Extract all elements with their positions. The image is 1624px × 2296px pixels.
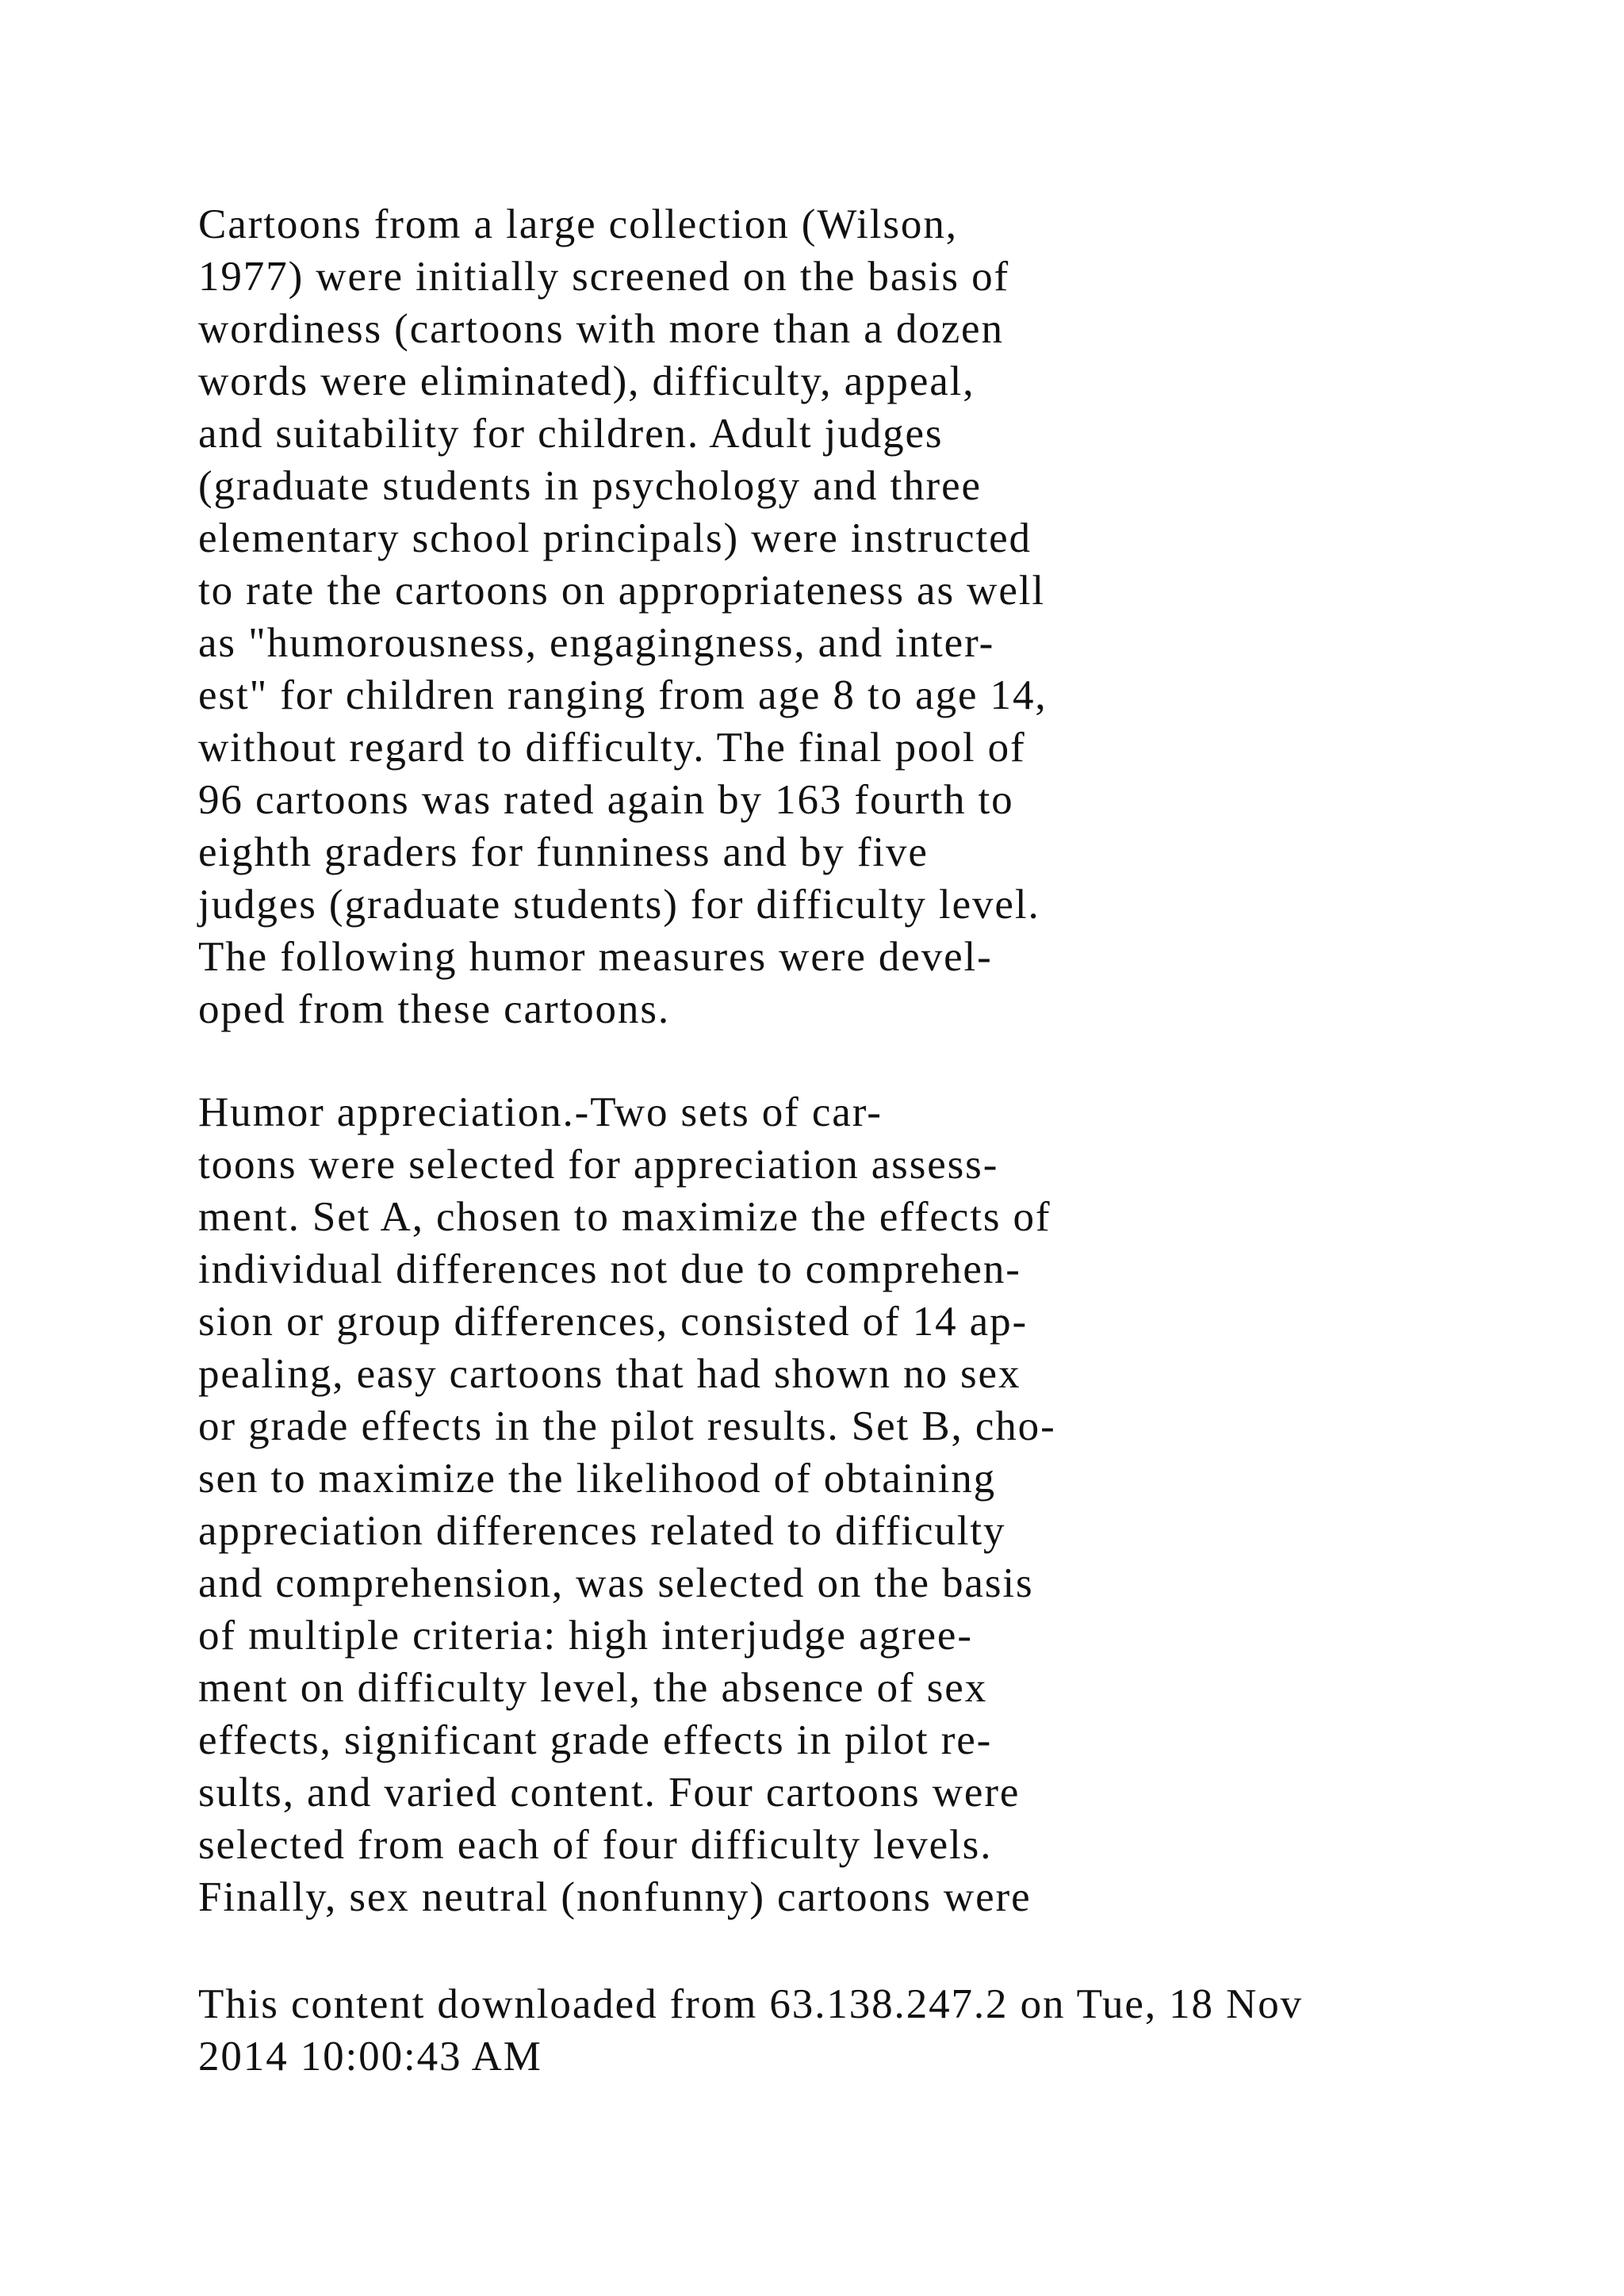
text-line: wordiness (cartoons with more than a dozen (198, 306, 1004, 352)
download-footer (198, 1978, 1303, 2083)
text-line: pealing, easy cartoons that had shown no sex (198, 1351, 1021, 1397)
text-line: judges (graduate students) for difficulty level. (198, 882, 1040, 928)
text-line: est" for children ranging from age 8 to age 14, (198, 672, 1048, 718)
text-line: effects, significant grade effects in pilot re- (198, 1717, 993, 1763)
text-line: 96 cartoons was rated again by 163 fourth to (198, 777, 1014, 823)
text-line: and suitability for children. Adult judges (198, 411, 944, 457)
text-line: eighth graders for funniness and by five (198, 829, 929, 875)
text-line: sen to maximize the likelihood of obtaining (198, 1456, 997, 1502)
paragraph-humor-appreciation (198, 1086, 1056, 1923)
paragraph-cartoon-selection (198, 198, 1048, 1035)
text-line: 1977) were initially screened on the basis of (198, 254, 1010, 300)
text-line: selected from each of four difficulty levels. (198, 1822, 993, 1868)
text-line: words were eliminated), difficulty, appeal, (198, 358, 975, 404)
footer-line: This content downloaded from 63.138.247.2 on Tue, 18 Nov (198, 1981, 1304, 2027)
text-line: ment on difficulty level, the absence of sex (198, 1665, 988, 1711)
text-line: oped from these cartoons. (198, 986, 670, 1032)
text-line: or grade effects in the pilot results. Set B, cho- (198, 1403, 1056, 1449)
text-line: elementary school principals) were instructed (198, 515, 1032, 561)
text-line: sults, and varied content. Four cartoons were (198, 1770, 1021, 1816)
text-line: Finally, sex neutral (nonfunny) cartoons were (198, 1874, 1032, 1920)
text-line: Cartoons from a large collection (Wilson, (198, 201, 958, 247)
text-line: Humor appreciation.-Two sets of car- (198, 1089, 883, 1135)
text-line: toons were selected for appreciation assess- (198, 1142, 999, 1188)
text-line: appreciation differences related to difficulty (198, 1508, 1006, 1554)
text-line: without regard to difficulty. The final pool of (198, 725, 1026, 771)
text-line: The following humor measures were devel- (198, 934, 993, 980)
text-line: to rate the cartoons on appropriateness as well (198, 568, 1045, 614)
text-line: (graduate students in psychology and three (198, 463, 982, 509)
footer-line: 2014 10:00:43 AM (198, 2034, 542, 2080)
text-line: as "humorousness, engagingness, and inter- (198, 620, 995, 666)
text-line: of multiple criteria: high interjudge agree- (198, 1613, 973, 1659)
text-line: ment. Set A, chosen to maximize the effects of (198, 1194, 1051, 1240)
text-line: sion or group differences, consisted of 14 ap- (198, 1299, 1028, 1345)
text-line: and comprehension, was selected on the basis (198, 1560, 1034, 1606)
text-line: individual differences not due to comprehen- (198, 1246, 1021, 1292)
